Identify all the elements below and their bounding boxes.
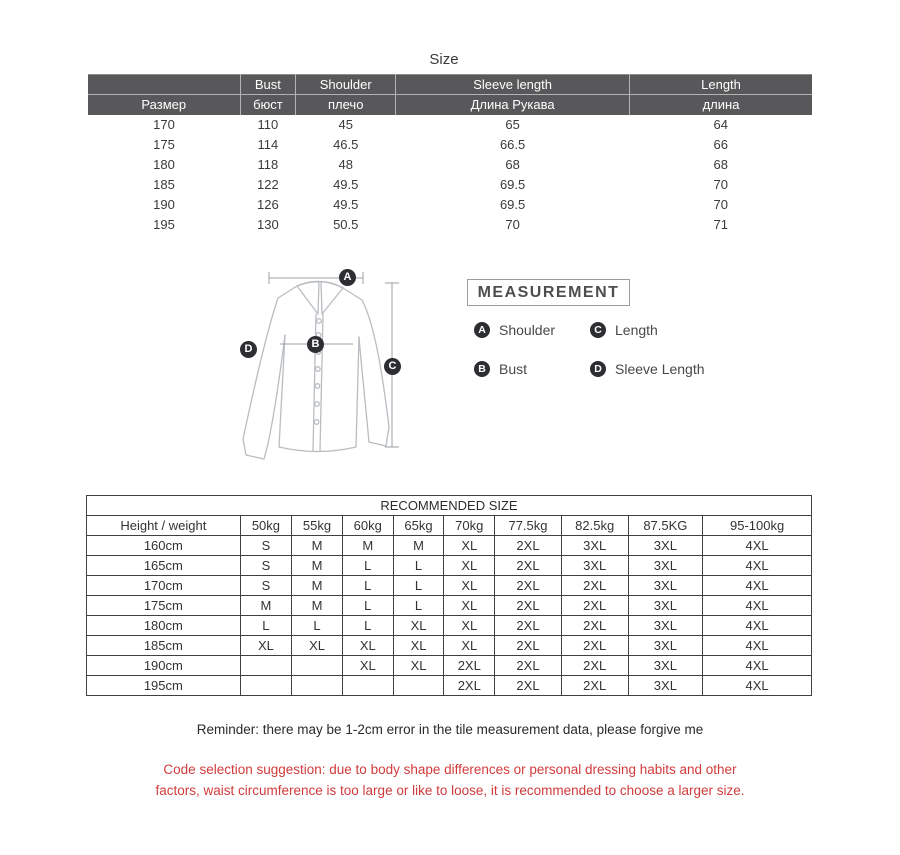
cell: 69.5 <box>499 177 526 192</box>
cell: 50.5 <box>333 217 359 232</box>
cell: XL <box>393 616 444 636</box>
cell: 3XL <box>628 616 703 636</box>
legend-item-bust <box>474 360 527 377</box>
cell: 190 <box>153 197 175 212</box>
table-row <box>87 556 812 576</box>
header-cell: 77.5kg <box>495 516 562 536</box>
cell: 3XL <box>628 656 703 676</box>
cell: 126 <box>257 197 279 212</box>
cell: 4XL <box>703 636 812 656</box>
badge-c-icon: C <box>384 358 401 375</box>
measurement-box <box>467 279 630 306</box>
cell: 4XL <box>703 536 812 556</box>
cell: 2XL <box>444 676 495 696</box>
cell <box>342 676 393 696</box>
cell: 71 <box>713 217 728 232</box>
table-row <box>87 656 812 676</box>
cell: L <box>393 596 444 616</box>
cell: XL <box>444 556 495 576</box>
cell: XL <box>444 576 495 596</box>
table-row <box>87 596 812 616</box>
reminder-text: Reminder: there may be 1-2cm error in the tile measurement data, please forgive me <box>196 722 704 737</box>
header-cell: 50kg <box>240 516 291 536</box>
badge-a-icon: A <box>474 322 490 338</box>
table-row <box>87 616 812 636</box>
badge-b-icon: B <box>474 361 490 377</box>
cell: M <box>393 536 444 556</box>
recommended-table-title: RECOMMENDED SIZE <box>87 496 812 516</box>
cell: 4XL <box>703 576 812 596</box>
size-suggestion-line1: Code selection suggestion: due to body shape differences or personal dressing habits and other <box>163 762 737 777</box>
recommended-size-table <box>86 495 812 696</box>
cell <box>240 656 291 676</box>
legend-item-length <box>590 321 658 338</box>
row-header-cell: 160cm <box>87 536 241 556</box>
cell: 2XL <box>561 596 628 616</box>
cell: 185 <box>153 177 175 192</box>
row-header-cell: 185cm <box>87 636 241 656</box>
cell: S <box>240 556 291 576</box>
cell: 2XL <box>495 656 562 676</box>
cell: 4XL <box>703 676 812 696</box>
cell: 2XL <box>495 596 562 616</box>
cell: 66.5 <box>499 137 526 152</box>
legend-item-sleeve-length <box>590 360 705 377</box>
size-suggestion-line2: factors, waist circumference is too large or like to loose, it is recommended to choose a larger size. <box>155 783 745 798</box>
page-title: Size <box>429 51 459 68</box>
row-header-cell: 170cm <box>87 576 241 596</box>
header-cell: 95-100kg <box>703 516 812 536</box>
measurement-title: MEASUREMENT <box>477 283 620 301</box>
cell: L <box>342 596 393 616</box>
table-row <box>87 636 812 656</box>
cell: 66 <box>713 137 728 152</box>
cell: 69.5 <box>499 197 526 212</box>
cell: 3XL <box>561 556 628 576</box>
cell: 2XL <box>561 676 628 696</box>
cell: 118 <box>257 157 279 172</box>
cell: 2XL <box>444 656 495 676</box>
row-header-cell: 175cm <box>87 596 241 616</box>
cell: 2XL <box>495 536 562 556</box>
cell: M <box>292 576 343 596</box>
cell: XL <box>444 636 495 656</box>
legend-label: Length <box>615 321 658 338</box>
row-header-cell: 190cm <box>87 656 241 676</box>
cell <box>393 676 444 696</box>
badge-d-icon: D <box>590 361 606 377</box>
cell: 2XL <box>561 636 628 656</box>
size-table <box>88 74 812 235</box>
legend-item-shoulder <box>474 321 555 338</box>
size-table-header-en <box>88 75 812 95</box>
cell: 3XL <box>561 536 628 556</box>
header-cell: Sleeve length <box>396 75 630 95</box>
cell: 2XL <box>561 576 628 596</box>
cell: 70 <box>713 197 728 212</box>
cell: 3XL <box>628 536 703 556</box>
cell: 130 <box>257 217 279 232</box>
cell: L <box>342 556 393 576</box>
cell: 70 <box>713 177 728 192</box>
cell: 49.5 <box>333 177 359 192</box>
cell <box>292 656 343 676</box>
cell: L <box>240 616 291 636</box>
cell: S <box>240 536 291 556</box>
cell: XL <box>444 536 495 556</box>
cell: 2XL <box>495 616 562 636</box>
cell: 68 <box>713 157 728 172</box>
cell: M <box>240 596 291 616</box>
cell: 114 <box>257 137 279 152</box>
cell: 2XL <box>495 556 562 576</box>
cell: 3XL <box>628 676 703 696</box>
cell: XL <box>444 616 495 636</box>
cell: XL <box>342 656 393 676</box>
recommended-title-row <box>87 496 812 516</box>
cell: 3XL <box>628 636 703 656</box>
table-row <box>88 175 812 195</box>
table-row <box>88 135 812 155</box>
cell: 3XL <box>628 576 703 596</box>
cell: L <box>342 576 393 596</box>
header-cell: 65kg <box>393 516 444 536</box>
cell: 195 <box>153 217 175 232</box>
cell: 110 <box>257 117 279 132</box>
row-header-cell: 165cm <box>87 556 241 576</box>
header-cell: бюст <box>240 95 296 115</box>
cell: M <box>342 536 393 556</box>
badge-b-icon: B <box>307 336 324 353</box>
cell: 64 <box>713 117 728 132</box>
cell: 4XL <box>703 596 812 616</box>
cell: 70 <box>505 217 520 232</box>
cell: M <box>292 596 343 616</box>
table-row <box>88 155 812 175</box>
cell: 2XL <box>495 636 562 656</box>
size-table-header-ru <box>88 95 812 115</box>
table-row <box>87 576 812 596</box>
cell: M <box>292 556 343 576</box>
cell: 170 <box>153 117 175 132</box>
cell: XL <box>393 636 444 656</box>
legend-label: Bust <box>499 360 528 377</box>
header-cell <box>88 75 240 95</box>
cell: 3XL <box>628 556 703 576</box>
header-cell: 55kg <box>292 516 343 536</box>
cell: XL <box>292 636 343 656</box>
cell: XL <box>342 636 393 656</box>
cell: XL <box>393 656 444 676</box>
cell: L <box>393 576 444 596</box>
cell: 4XL <box>703 656 812 676</box>
header-cell: длина <box>630 95 812 115</box>
table-row <box>88 115 812 135</box>
cell: 46.5 <box>333 137 359 152</box>
cell: 49.5 <box>333 197 359 212</box>
header-cell: Bust <box>240 75 296 95</box>
cell: XL <box>240 636 291 656</box>
shirt-diagram <box>220 255 440 475</box>
header-cell: Height / weight <box>87 516 241 536</box>
header-cell: 60kg <box>342 516 393 536</box>
cell <box>292 676 343 696</box>
cell: 4XL <box>703 556 812 576</box>
cell: 45 <box>338 117 353 132</box>
badge-a-icon: A <box>339 269 356 286</box>
header-cell: Length <box>630 75 812 95</box>
legend-label: Sleeve Length <box>615 360 705 377</box>
header-cell: Длина Рукава <box>396 95 630 115</box>
header-cell: Размер <box>88 95 240 115</box>
size-suggestion-text <box>0 759 900 801</box>
cell: 2XL <box>495 576 562 596</box>
cell: XL <box>444 596 495 616</box>
cell: 65 <box>505 117 520 132</box>
badge-d-icon: D <box>240 341 257 358</box>
row-header-cell: 180cm <box>87 616 241 636</box>
cell: 48 <box>338 157 353 172</box>
cell: L <box>292 616 343 636</box>
table-row <box>88 195 812 215</box>
legend-label: Shoulder <box>499 321 556 338</box>
header-cell: 70kg <box>444 516 495 536</box>
cell: 3XL <box>628 596 703 616</box>
cell: 2XL <box>561 616 628 636</box>
badge-c-icon: C <box>590 322 606 338</box>
cell: 122 <box>257 177 279 192</box>
cell: L <box>393 556 444 576</box>
cell <box>240 676 291 696</box>
cell: 180 <box>153 157 175 172</box>
cell: 4XL <box>703 616 812 636</box>
shirt-outline <box>243 281 389 459</box>
header-cell: 87.5KG <box>628 516 703 536</box>
cell: 175 <box>153 137 175 152</box>
header-cell: 82.5kg <box>561 516 628 536</box>
table-row <box>88 215 812 235</box>
header-cell: плечо <box>296 95 396 115</box>
cell: 2XL <box>561 656 628 676</box>
size-table-header <box>88 75 812 115</box>
table-row <box>87 676 812 696</box>
recommended-header-row <box>87 516 812 536</box>
cell: 2XL <box>495 676 562 696</box>
cell: 68 <box>505 157 520 172</box>
cell: M <box>292 536 343 556</box>
table-row <box>87 536 812 556</box>
cell: S <box>240 576 291 596</box>
row-header-cell: 195cm <box>87 676 241 696</box>
header-cell: Shoulder <box>296 75 396 95</box>
cell: L <box>342 616 393 636</box>
